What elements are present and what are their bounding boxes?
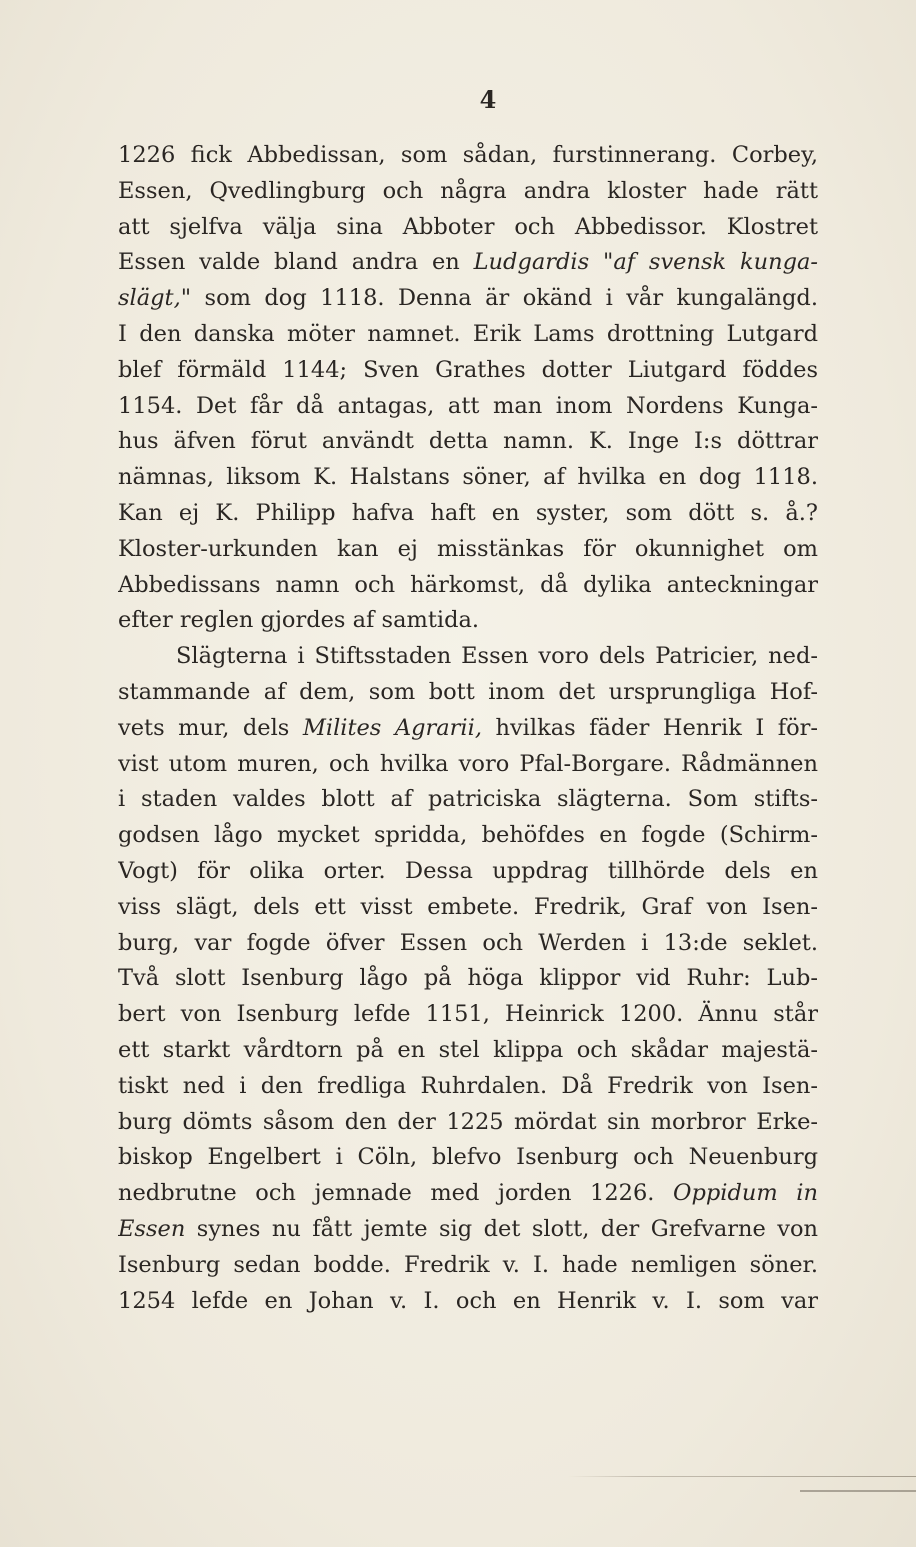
text-line [118, 997, 818, 1033]
text-segment: nämnas, liksom K. Halstans söner, af hvilka en dog 1118. [118, 464, 818, 491]
text-segment: hvilkas fäder Henrik I för- [481, 714, 818, 741]
italic-text: Milites Agrarii, [302, 714, 482, 741]
text-line [118, 854, 818, 890]
text-line [118, 496, 818, 532]
text-line [118, 926, 818, 962]
text-segment: viss slägt, dels ett visst embete. Fredrik, Graf von Isen- [118, 893, 818, 920]
text-segment: Två slott Isenburg lågo på höga klippor vid Ruhr: Lub- [118, 965, 818, 992]
text-line [118, 424, 818, 460]
text-segment: ett starkt vårdtorn på en stel klippa och skådar majestä- [118, 1036, 818, 1063]
text-line [118, 890, 818, 926]
page-edge-shadow [800, 1490, 916, 1492]
text-line [118, 1069, 818, 1105]
text-line [118, 711, 818, 747]
text-segment: Kan ej K. Philipp hafva haft en syster, som dött s. å.? [118, 499, 818, 526]
page-edge-mark [568, 1476, 916, 1477]
text-line [118, 1033, 818, 1069]
text-segment: tiskt ned i den fredliga Ruhrdalen. Då Fredrik von Isen- [118, 1072, 818, 1099]
text-segment: vist utom muren, och hvilka voro Pfal-Borgare. Rådmännen [118, 750, 818, 777]
text-segment: hus äfven förut användt detta namn. K. Inge I:s döttrar [118, 428, 818, 455]
text-line [118, 782, 818, 818]
text-line [118, 1140, 818, 1176]
italic-text: af svensk kunga- [613, 249, 818, 276]
italic-text: Oppidum in [673, 1180, 818, 1207]
text-segment: burg, var fogde öfver Essen och Werden i 13:de seklet. [118, 929, 818, 956]
text-segment: biskop Engelbert i Cöln, blefvo Isenburg och Neuenburg [118, 1144, 818, 1171]
text-segment: Abbedissans namn och härkomst, då dylika anteckningar [118, 571, 818, 598]
text-line [118, 818, 818, 854]
text-line [118, 675, 818, 711]
text-line [118, 1284, 818, 1320]
text-line [118, 532, 818, 568]
text-line [118, 961, 818, 997]
text-line [118, 568, 818, 604]
italic-text: Essen [118, 1215, 186, 1242]
text-line [118, 281, 818, 317]
text-segment: Kloster-urkunden kan ej misstänkas för okunnighet om [118, 535, 818, 562]
text-segment: synes nu fått jemte sig det slott, der Grefvarne von [185, 1215, 818, 1242]
text-segment: blef förmäld 1144; Sven Grathes dotter Liutgard föddes [118, 356, 818, 383]
text-segment: Isenburg sedan bodde. Fredrik v. I. hade nemligen söner. [118, 1251, 818, 1278]
text-segment: 1154. Det får då antagas, att man inom Nordens Kunga- [118, 392, 818, 419]
text-segment: stammande af dem, som bott inom det ursprungliga Hof- [118, 678, 818, 705]
text-line [118, 1248, 818, 1284]
italic-text: Ludgardis [473, 249, 590, 276]
text-segment: 1226 fick Abbedissan, som sådan, furstinnerang. Corbey, [118, 142, 818, 168]
text-line [118, 460, 818, 496]
text-line [118, 210, 818, 246]
text-line [118, 389, 818, 425]
text-segment: Essen valde bland andra en [118, 249, 474, 276]
text-segment: 1254 lefde en Johan v. I. och en Henrik v. I. som var [118, 1287, 818, 1314]
page-number: 4 [479, 85, 497, 114]
text-segment: burg dömts såsom den der 1225 mördat sin morbror Erke- [118, 1108, 818, 1135]
text-segment: " [589, 249, 614, 276]
text-segment: Vogt) för olika orter. Dessa uppdrag tillhörde dels en [118, 857, 818, 884]
text-line [118, 317, 818, 353]
text-segment: nedbrutne och jemnade med jorden 1226. [118, 1180, 674, 1207]
text-line [118, 1176, 818, 1212]
text-line [118, 603, 818, 639]
body-text [118, 138, 818, 1319]
text-segment: Essen, Qvedlingburg och några andra kloster hade rätt [118, 177, 818, 204]
text-line [118, 1212, 818, 1248]
text-line [118, 747, 818, 783]
text-segment: i staden valdes blott af patriciska slägterna. Som stifts- [118, 786, 818, 813]
text-segment: Slägterna i Stiftsstaden Essen voro dels Patricier, ned- [176, 643, 818, 670]
text-segment: " som dog 1118. Denna är okänd i vår kungalängd. [180, 285, 818, 312]
text-line [118, 138, 818, 174]
text-line [118, 639, 818, 675]
text-segment: bert von Isenburg lefde 1151, Heinrick 1200. Ännu står [118, 1001, 818, 1028]
text-line [118, 245, 818, 281]
text-segment: vets mur, dels [118, 714, 303, 741]
text-segment: efter reglen gjordes af samtida. [118, 607, 480, 634]
text-segment: godsen lågo mycket spridda, behöfdes en fogde (Schirm- [118, 822, 818, 849]
text-line [118, 353, 818, 389]
text-segment: att sjelfva välja sina Abboter och Abbedissor. Klostret [118, 213, 818, 240]
text-line [118, 174, 818, 210]
italic-text: slägt, [118, 285, 181, 312]
text-line [118, 1105, 818, 1141]
text-segment: I den danska möter namnet. Erik Lams drottning Lutgard [118, 320, 818, 347]
